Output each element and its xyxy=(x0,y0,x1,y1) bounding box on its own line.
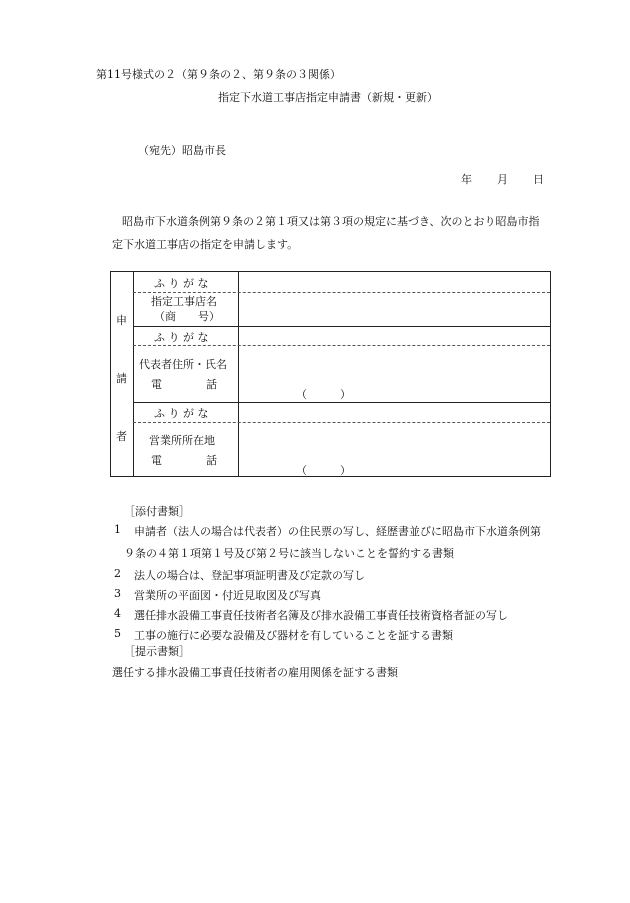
attachment-item: 工事の施行に必要な設備及び器材を有していることを証する書類 xyxy=(134,629,453,642)
office-address-label: 営業所所在地 xyxy=(149,434,215,447)
attachment-item: 選任排水設備工事責任技術者名簿及び排水設備工事責任技術資格者証の写し xyxy=(134,609,508,622)
presentation-heading: ［提示書類］ xyxy=(124,645,190,658)
furigana-label: ふ り が な xyxy=(154,277,209,290)
applicant-label-char: 者 xyxy=(116,430,127,443)
body-text-line-2: 定下水道工事店の指定を申請します。 xyxy=(112,238,299,251)
shop-name-field[interactable] xyxy=(239,293,551,326)
presentation-item: 選任する排水設備工事責任技術者の雇用関係を証する書類 xyxy=(112,666,398,679)
office-address-field[interactable] xyxy=(239,423,551,461)
representative-field[interactable] xyxy=(239,346,551,386)
phone-label: 電 話 xyxy=(151,378,217,391)
date-year[interactable]: 年 xyxy=(461,173,472,186)
date-month[interactable]: 月 xyxy=(497,173,508,186)
attachment-item: 法人の場合は、登記事項証明書及び定款の写し xyxy=(134,569,365,582)
representative-furigana-field[interactable] xyxy=(239,327,551,345)
attachment-number: 2 xyxy=(114,567,121,580)
body-text-line-1: 昭島市下水道条例第９条の２第１項又は第３項の規定に基づき、次のとおり昭島市指 xyxy=(122,215,540,228)
attachment-number: 3 xyxy=(114,587,121,600)
furigana-label: ふ り が な xyxy=(154,407,209,420)
attachment-item: 営業所の平面図・付近見取図及び写真 xyxy=(134,589,321,602)
addressee: （宛先）昭島市長 xyxy=(138,144,226,157)
shop-name-label: 指定工事店名 xyxy=(151,295,217,308)
attachment-item-continuation: ９条の４第１項第１号及び第２号に該当しないことを誓約する書類 xyxy=(124,547,454,560)
application-table xyxy=(110,271,551,477)
date-day[interactable]: 日 xyxy=(533,173,544,186)
applicant-label-char: 申 xyxy=(116,314,127,327)
phone-field[interactable]: （ ） xyxy=(296,388,351,401)
office-furigana-field[interactable] xyxy=(239,403,551,422)
shop-furigana-field[interactable] xyxy=(239,272,551,292)
table-divider xyxy=(133,272,134,476)
furigana-label: ふ り が な xyxy=(154,331,209,344)
form-number: 第11号様式の２（第９条の２、第９条の３関係） xyxy=(96,68,341,81)
attachment-number: 5 xyxy=(114,627,121,640)
phone-label: 電 話 xyxy=(151,454,217,467)
phone-field[interactable]: （ ） xyxy=(296,464,351,477)
attachment-number: 1 xyxy=(114,523,121,536)
applicant-label-char: 請 xyxy=(116,372,127,385)
attachment-number: 4 xyxy=(114,607,121,620)
trade-name-label: （商 号） xyxy=(154,310,220,323)
attachments-heading: ［添付書類］ xyxy=(124,505,190,518)
attachment-item: 申請者（法人の場合は代表者）の住民票の写し、経歴書並びに昭島市下水道条例第 xyxy=(134,525,541,538)
document-title: 指定下水道工事店指定申請書（新規・更新） xyxy=(218,91,438,104)
representative-label: 代表者住所・氏名 xyxy=(139,358,227,371)
